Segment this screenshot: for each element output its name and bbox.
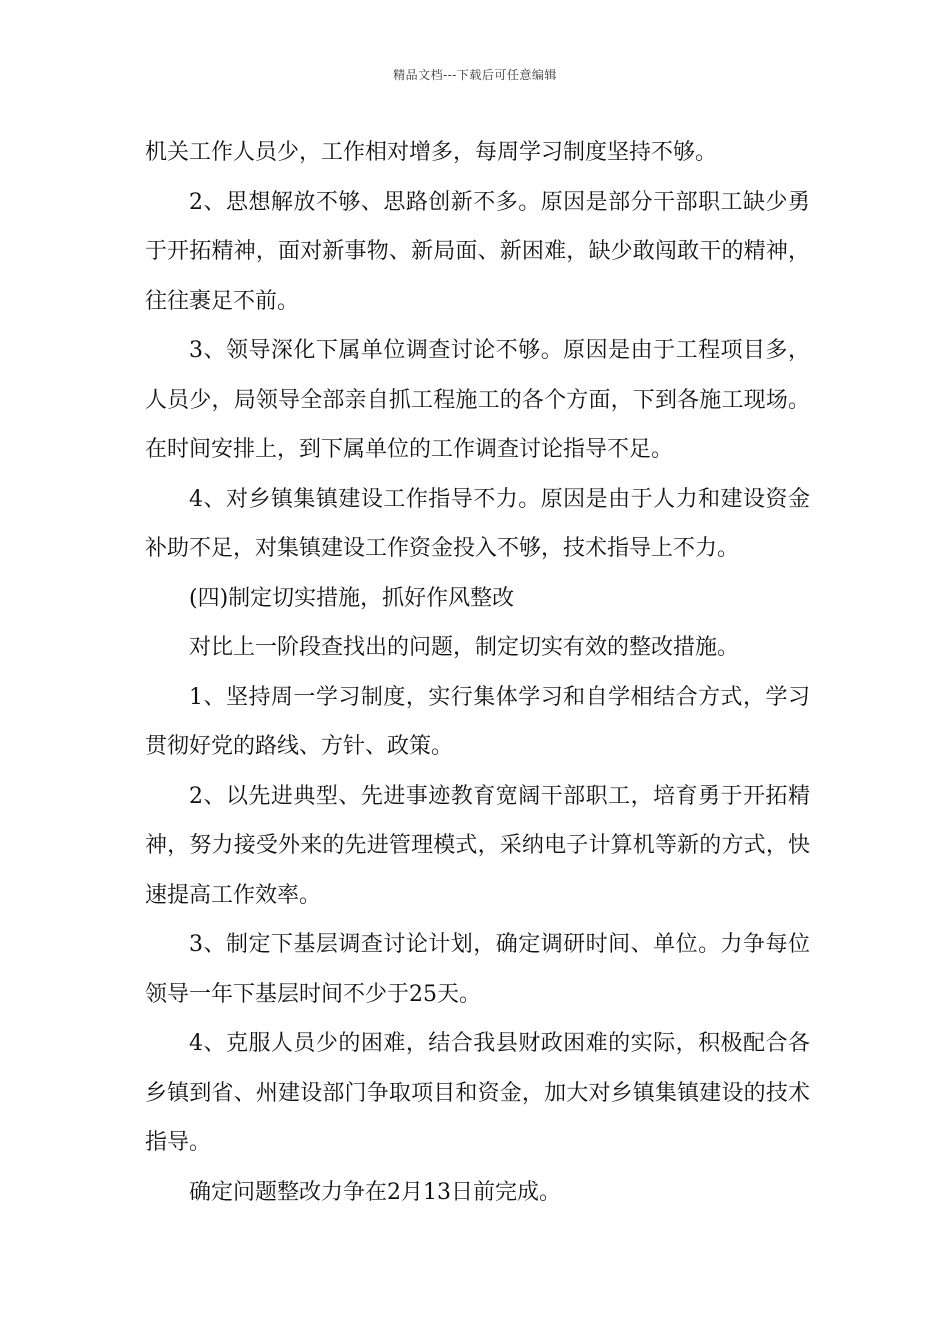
paragraph: 2、思想解放不够、思路创新不多。原因是部分干部职工缺少勇于开拓精神，面对新事物、新局面、新困难，缺少敢闯敢干的精神，往往裹足不前。 [145, 189, 810, 314]
paragraph: 3、制定下基层调查讨论计划，确定调研时间、单位。力争每位领导一年下基层时间不少于25天。 [145, 932, 810, 1007]
paragraph: 4、克服人员少的困难，结合我县财政困难的实际，积极配合各乡镇到省、州建设部门争取项目和资金，加大对乡镇集镇建设的技术指导。 [145, 1031, 810, 1155]
paragraph: 4、对乡镇集镇建设工作指导不力。原因是由于人力和建设资金补助不足，对集镇建设工作资金投入不够，技术指导上不力。 [145, 486, 810, 561]
paragraph: 确定问题整改力争在2月13日前完成。 [189, 1179, 561, 1205]
paragraph: 对比上一阶段查找出的问题，制定切实有效的整改措施。 [189, 635, 740, 660]
document-body [145, 128, 810, 1217]
paragraph: 1、坚持周一学习制度，实行集体学习和自学相结合方式，学习贯彻好党的路线、方针、政策。 [145, 684, 810, 759]
section-heading: (四)制定切实措施，抓好作风整改 [189, 585, 515, 611]
paragraph: 机关工作人员少，工作相对增多，每周学习制度坚持不够。 [145, 140, 718, 165]
paragraph: 2、以先进典型、先进事迹教育宽阔干部职工，培育勇于开拓精神，努力接受外来的先进管理模式，采纳电子计算机等新的方式，快速提高工作效率。 [145, 783, 810, 908]
page-header: 精品文档---下载后可任意编辑 [393, 68, 557, 82]
paragraph: 3、领导深化下属单位调查讨论不够。原因是由于工程项目多，人员少，局领导全部亲自抓工程施工的各个方面，下到各施工现场。在时间安排上，到下属单位的工作调查讨论指导不足。 [145, 338, 810, 462]
